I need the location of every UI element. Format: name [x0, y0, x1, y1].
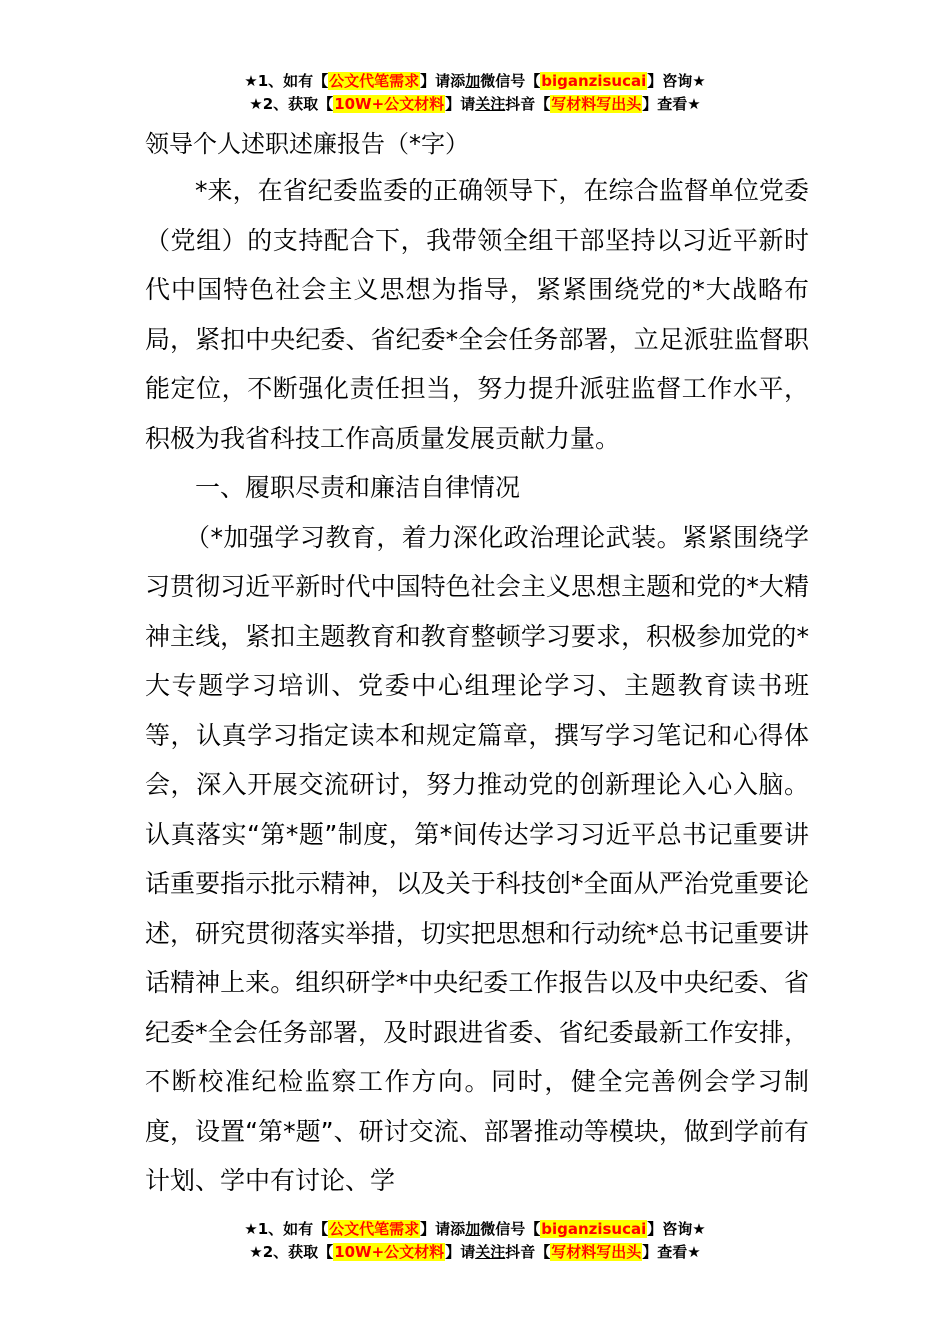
- promo-text: 】请添: [420, 72, 466, 90]
- section-paragraph: （*加强学习教育，着力深化政治理论武装。紧紧围绕学习贯彻习近平新时代中国特色社会主义思想主题和党的*大精神主线，紧扣主题教育和教育整顿学习要求，积极参加党的*大专题学习培训、党委中心组理论学习、主题教育读书班等，认真学习指定读本和规定篇章，撰写学习笔记和心得体会，深入开展交流研讨，努力推动党的创新理论入心入脑。认真落实“第*题”制度，第*间传达学习习近平总书记重要讲话重要指示批示精神，以及关于科技创*全面从严治党重要论述，研究贯彻落实举措，切实把思想和行动统*总书记重要讲话精神上来。组织研学*中央纪委工作报告以及中央纪委、省纪委*全会任务部署，及时跟进省委、省纪委最新工作安排，不断校准纪检监察工作方向。同时，健全完善例会学习制度，设置“第*题”、研讨交流、部署推动等模块，做到学前有计划、学中有讨论、学: [145, 522, 809, 1195]
- promo-line-2: [0, 1241, 950, 1264]
- promo-highlight: 10W+公文材料: [334, 1243, 445, 1261]
- promo-highlight: 10W+公文材料: [334, 95, 445, 113]
- promo-highlight: biganzisucai: [541, 1220, 647, 1238]
- promo-highlight: 写材料写出头: [551, 1243, 642, 1261]
- section-heading: 一、履职尽责和廉洁自律情况: [195, 473, 521, 502]
- promo-underlined-text: 关注: [475, 95, 506, 113]
- promo-text: ★1、如有【: [244, 1220, 329, 1238]
- promo-banner-top: [0, 70, 950, 116]
- promo-highlight: 写材料写出头: [551, 95, 642, 113]
- promo-line-1: [0, 70, 950, 93]
- promo-underlined-text: 加: [465, 72, 481, 90]
- promo-text: 微信号【: [480, 1220, 541, 1238]
- promo-text: 微信号【: [480, 72, 541, 90]
- promo-highlight: 公文代笔需求: [329, 1220, 420, 1238]
- document-title: 领导个人述职述廉报告（*字）: [145, 130, 469, 158]
- promo-underlined-text: 关注: [475, 1243, 506, 1261]
- promo-highlight: biganzisucai: [541, 72, 647, 90]
- promo-highlight: 公文代笔需求: [329, 72, 420, 90]
- promo-text: 抖音【: [505, 1243, 551, 1261]
- promo-text: 】请: [445, 1243, 476, 1261]
- promo-text: 】咨询★: [647, 72, 706, 90]
- promo-text: 】查看★: [642, 95, 701, 113]
- promo-text: 】咨询★: [647, 1220, 706, 1238]
- promo-text: 】查看★: [642, 1243, 701, 1261]
- document-body: [145, 128, 809, 1206]
- promo-text: ★1、如有【: [244, 72, 329, 90]
- promo-text: 】请: [445, 95, 476, 113]
- promo-line-1: [0, 1218, 950, 1241]
- intro-paragraph: *来，在省纪委监委的正确领导下，在综合监督单位党委（党组）的支持配合下，我带领全组干部坚持以习近平新时代中国特色社会主义思想为指导，紧紧围绕党的*大战略布局，紧扣中央纪委、省纪委*全会任务部署，立足派驻监督职能定位，不断强化责任担当，努力提升派驻监督工作水平，积极为我省科技工作高质量发展贡献力量。: [145, 176, 809, 453]
- promo-text: 】请添: [420, 1220, 466, 1238]
- promo-text: ★2、获取【: [249, 95, 334, 113]
- promo-underlined-text: 加: [465, 1220, 481, 1238]
- promo-text: 抖音【: [505, 95, 551, 113]
- promo-text: ★2、获取【: [249, 1243, 334, 1261]
- promo-line-2: [0, 93, 950, 116]
- promo-banner-bottom: [0, 1218, 950, 1264]
